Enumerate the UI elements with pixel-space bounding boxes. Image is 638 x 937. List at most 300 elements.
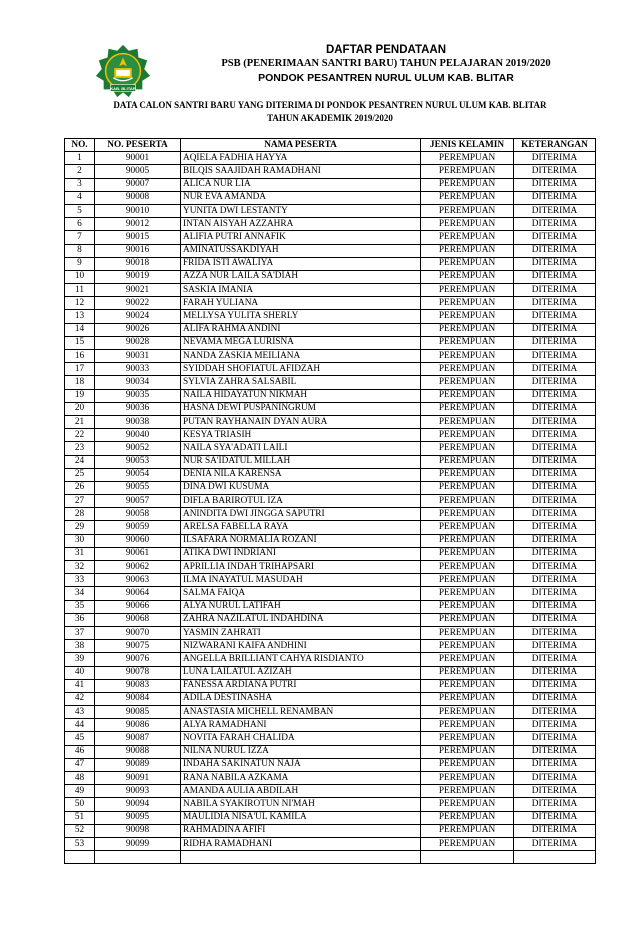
- gender-cell: PEREMPUAN: [421, 297, 514, 310]
- table-row: [65, 758, 596, 771]
- gender-cell: PEREMPUAN: [421, 468, 514, 481]
- student-table: [64, 138, 596, 864]
- status-cell: DITERIMA: [514, 350, 596, 363]
- gender-cell: PEREMPUAN: [421, 613, 514, 626]
- participant-number-cell: 90012: [95, 218, 181, 231]
- participant-name-cell: NANDA ZASKIA MEILIANA: [181, 350, 421, 363]
- participant-name-cell: SASKIA IMANIA: [181, 284, 421, 297]
- status-cell: DITERIMA: [514, 284, 596, 297]
- gender-cell: PEREMPUAN: [421, 495, 514, 508]
- status-cell: DITERIMA: [514, 613, 596, 626]
- participant-number-cell: 90087: [95, 732, 181, 745]
- participant-number-cell: 90066: [95, 600, 181, 613]
- participant-number-cell: 90055: [95, 481, 181, 494]
- participant-name-cell: NIZWARANI KAIFA ANDHINI: [181, 640, 421, 653]
- gender-cell: PEREMPUAN: [421, 204, 514, 217]
- row-number-cell: 40: [65, 666, 95, 679]
- table-row: [65, 402, 596, 415]
- gender-cell: PEREMPUAN: [421, 508, 514, 521]
- gender-cell: PEREMPUAN: [421, 679, 514, 692]
- gender-cell: PEREMPUAN: [421, 165, 514, 178]
- participant-name-cell: NILNA NURUL IZZA: [181, 745, 421, 758]
- row-number-cell: 2: [65, 165, 95, 178]
- participant-name-cell: NAILA SYA'ADATI LAILI: [181, 442, 421, 455]
- participant-number-cell: 90062: [95, 561, 181, 574]
- status-cell: DITERIMA: [514, 811, 596, 824]
- gender-cell: PEREMPUAN: [421, 429, 514, 442]
- table-row: [65, 626, 596, 639]
- participant-number-cell: 90075: [95, 640, 181, 653]
- row-number-cell: 36: [65, 613, 95, 626]
- participant-number-cell: 90099: [95, 837, 181, 850]
- row-number-cell: 29: [65, 521, 95, 534]
- participant-name-cell: KESYA TRIASIH: [181, 429, 421, 442]
- table-row: [65, 824, 596, 837]
- gender-cell: PEREMPUAN: [421, 270, 514, 283]
- table-row: [65, 389, 596, 402]
- row-number-cell: 26: [65, 481, 95, 494]
- gender-cell: PEREMPUAN: [421, 231, 514, 244]
- participant-number-cell: 90076: [95, 653, 181, 666]
- gender-cell: PEREMPUAN: [421, 653, 514, 666]
- participant-number-cell: 90034: [95, 376, 181, 389]
- header-line-psb: PSB (PENERIMAAN SANTRI BARU) TAHUN PELAJARAN 2019/2020: [221, 58, 551, 69]
- header-line-school: PONDOK PESANTREN NURUL ULUM KAB. BLITAR: [258, 72, 514, 84]
- empty-cell: [421, 851, 514, 864]
- row-number-cell: 1: [65, 152, 95, 165]
- table-row: [65, 534, 596, 547]
- participant-number-cell: 90033: [95, 363, 181, 376]
- table-row: [65, 666, 596, 679]
- participant-number-cell: 90095: [95, 811, 181, 824]
- status-cell: DITERIMA: [514, 429, 596, 442]
- gender-cell: PEREMPUAN: [421, 363, 514, 376]
- row-number-cell: 24: [65, 455, 95, 468]
- status-cell: DITERIMA: [514, 191, 596, 204]
- gender-cell: PEREMPUAN: [421, 706, 514, 719]
- participant-name-cell: SYLVIA ZAHRA SALSABIL: [181, 376, 421, 389]
- participant-number-cell: 90088: [95, 745, 181, 758]
- participant-number-cell: 90086: [95, 719, 181, 732]
- status-cell: DITERIMA: [514, 481, 596, 494]
- row-number-cell: 3: [65, 178, 95, 191]
- participant-number-cell: 90052: [95, 442, 181, 455]
- table-row: [65, 376, 596, 389]
- participant-name-cell: PUTAN RAYHANAIN DYAN AURA: [181, 415, 421, 428]
- table-row: [65, 455, 596, 468]
- status-cell: DITERIMA: [514, 442, 596, 455]
- participant-name-cell: ALIFA RAHMA ANDINI: [181, 323, 421, 336]
- gender-cell: PEREMPUAN: [421, 481, 514, 494]
- participant-name-cell: ZAHRA NAZILATUL INDAHDINA: [181, 613, 421, 626]
- participant-name-cell: ARELSA FABELLA RAYA: [181, 521, 421, 534]
- table-row: [65, 521, 596, 534]
- participant-name-cell: AMANDA AULIA ABDILAH: [181, 785, 421, 798]
- row-number-cell: 13: [65, 310, 95, 323]
- row-number-cell: 18: [65, 376, 95, 389]
- status-cell: DITERIMA: [514, 679, 596, 692]
- gender-cell: PEREMPUAN: [421, 837, 514, 850]
- row-number-cell: 23: [65, 442, 95, 455]
- status-cell: DITERIMA: [514, 257, 596, 270]
- gender-cell: PEREMPUAN: [421, 350, 514, 363]
- status-cell: DITERIMA: [514, 270, 596, 283]
- gender-cell: PEREMPUAN: [421, 178, 514, 191]
- participant-number-cell: 90035: [95, 389, 181, 402]
- table-row: [65, 587, 596, 600]
- participant-number-cell: 90091: [95, 772, 181, 785]
- gender-cell: PEREMPUAN: [421, 284, 514, 297]
- participant-name-cell: YUNITA DWI LESTANTY: [181, 204, 421, 217]
- row-number-cell: 9: [65, 257, 95, 270]
- col-header-status: KETERANGAN: [514, 139, 596, 152]
- status-cell: DITERIMA: [514, 666, 596, 679]
- status-cell: DITERIMA: [514, 574, 596, 587]
- row-number-cell: 32: [65, 561, 95, 574]
- participant-name-cell: SYIDDAH SHOFIATUL AFIDZAH: [181, 363, 421, 376]
- subtitle-line-2: TAHUN AKADEMIK 2019/2020: [267, 113, 393, 123]
- participant-name-cell: BILQIS SAAJIDAH RAMADHANI: [181, 165, 421, 178]
- participant-name-cell: NEVAMA MEGA LURISNA: [181, 336, 421, 349]
- row-number-cell: 47: [65, 758, 95, 771]
- participant-number-cell: 90093: [95, 785, 181, 798]
- participant-name-cell: ALYA RAMADHANI: [181, 719, 421, 732]
- participant-name-cell: DENIA NILA KARENSA: [181, 468, 421, 481]
- table-end-row: [65, 851, 596, 864]
- status-cell: DITERIMA: [514, 165, 596, 178]
- table-row: [65, 719, 596, 732]
- table-row: [65, 798, 596, 811]
- table-row: [65, 257, 596, 270]
- participant-name-cell: DIFLA BARIROTUL IZA: [181, 495, 421, 508]
- gender-cell: PEREMPUAN: [421, 152, 514, 165]
- row-number-cell: 46: [65, 745, 95, 758]
- row-number-cell: 35: [65, 600, 95, 613]
- participant-number-cell: 90054: [95, 468, 181, 481]
- gender-cell: PEREMPUAN: [421, 310, 514, 323]
- row-number-cell: 15: [65, 336, 95, 349]
- participant-name-cell: INTAN AISYAH AZZAHRA: [181, 218, 421, 231]
- status-cell: DITERIMA: [514, 653, 596, 666]
- row-number-cell: 42: [65, 692, 95, 705]
- table-row: [65, 152, 596, 165]
- status-cell: DITERIMA: [514, 587, 596, 600]
- table-row: [65, 574, 596, 587]
- participant-name-cell: ATIKA DWI INDRIANI: [181, 547, 421, 560]
- status-cell: DITERIMA: [514, 231, 596, 244]
- table-row: [65, 706, 596, 719]
- participant-name-cell: NABILA SYAKIROTUN NI'MAH: [181, 798, 421, 811]
- empty-cell: [181, 851, 421, 864]
- table-row: [65, 692, 596, 705]
- participant-name-cell: NUR EVA AMANDA: [181, 191, 421, 204]
- table-row: [65, 561, 596, 574]
- participant-name-cell: FARAH YULIANA: [181, 297, 421, 310]
- participant-number-cell: 90038: [95, 415, 181, 428]
- table-row: [65, 429, 596, 442]
- logo-text: KAB. BLITAR: [110, 85, 136, 91]
- participant-name-cell: APRILLIA INDAH TRIHAPSARI: [181, 561, 421, 574]
- participant-number-cell: 90031: [95, 350, 181, 363]
- participant-number-cell: 90018: [95, 257, 181, 270]
- participant-name-cell: NAILA HIDAYATUN NIKMAH: [181, 389, 421, 402]
- row-number-cell: 27: [65, 495, 95, 508]
- gender-cell: PEREMPUAN: [421, 745, 514, 758]
- row-number-cell: 7: [65, 231, 95, 244]
- table-row: [65, 165, 596, 178]
- participant-number-cell: 90059: [95, 521, 181, 534]
- status-cell: DITERIMA: [514, 376, 596, 389]
- participant-number-cell: 90010: [95, 204, 181, 217]
- row-number-cell: 41: [65, 679, 95, 692]
- col-header-gender: JENIS KELAMIN: [421, 139, 514, 152]
- table-row: [65, 442, 596, 455]
- row-number-cell: 33: [65, 574, 95, 587]
- gender-cell: PEREMPUAN: [421, 534, 514, 547]
- participant-number-cell: 90016: [95, 244, 181, 257]
- participant-number-cell: 90078: [95, 666, 181, 679]
- row-number-cell: 53: [65, 837, 95, 850]
- row-number-cell: 11: [65, 284, 95, 297]
- participant-number-cell: 90028: [95, 336, 181, 349]
- row-number-cell: 14: [65, 323, 95, 336]
- table-header-row: [65, 139, 596, 152]
- gender-cell: PEREMPUAN: [421, 244, 514, 257]
- row-number-cell: 50: [65, 798, 95, 811]
- participant-number-cell: 90083: [95, 679, 181, 692]
- row-number-cell: 37: [65, 626, 95, 639]
- participant-number-cell: 90098: [95, 824, 181, 837]
- table-row: [65, 653, 596, 666]
- gender-cell: PEREMPUAN: [421, 824, 514, 837]
- status-cell: DITERIMA: [514, 152, 596, 165]
- status-cell: DITERIMA: [514, 745, 596, 758]
- status-cell: DITERIMA: [514, 310, 596, 323]
- status-cell: DITERIMA: [514, 508, 596, 521]
- status-cell: DITERIMA: [514, 561, 596, 574]
- gender-cell: PEREMPUAN: [421, 626, 514, 639]
- participant-number-cell: 90053: [95, 455, 181, 468]
- status-cell: DITERIMA: [514, 600, 596, 613]
- table-row: [65, 837, 596, 850]
- table-row: [65, 297, 596, 310]
- participant-number-cell: 90021: [95, 284, 181, 297]
- participant-number-cell: 90019: [95, 270, 181, 283]
- participant-name-cell: AQIELA FADHIA HAYYA: [181, 152, 421, 165]
- col-header-participant-name: NAMA PESERTA: [181, 139, 421, 152]
- gender-cell: PEREMPUAN: [421, 587, 514, 600]
- participant-number-cell: 90061: [95, 547, 181, 560]
- row-number-cell: 10: [65, 270, 95, 283]
- row-number-cell: 49: [65, 785, 95, 798]
- row-number-cell: 52: [65, 824, 95, 837]
- participant-number-cell: 90084: [95, 692, 181, 705]
- empty-cell: [95, 851, 181, 864]
- status-cell: DITERIMA: [514, 178, 596, 191]
- gender-cell: PEREMPUAN: [421, 798, 514, 811]
- status-cell: DITERIMA: [514, 455, 596, 468]
- participant-number-cell: 90015: [95, 231, 181, 244]
- gender-cell: PEREMPUAN: [421, 732, 514, 745]
- participant-name-cell: MELLYSA YULITA SHERLY: [181, 310, 421, 323]
- table-row: [65, 772, 596, 785]
- participant-name-cell: MAULIDIA NISA'UL KAMILA: [181, 811, 421, 824]
- participant-name-cell: SALMA FAIQA: [181, 587, 421, 600]
- participant-number-cell: 90063: [95, 574, 181, 587]
- status-cell: DITERIMA: [514, 798, 596, 811]
- participant-number-cell: 90007: [95, 178, 181, 191]
- table-row: [65, 310, 596, 323]
- participant-name-cell: INDAHA SAKINATUN NAJA: [181, 758, 421, 771]
- row-number-cell: 34: [65, 587, 95, 600]
- document-title: DAFTAR PENDATAAN: [325, 44, 447, 56]
- row-number-cell: 48: [65, 772, 95, 785]
- gender-cell: PEREMPUAN: [421, 402, 514, 415]
- status-cell: DITERIMA: [514, 758, 596, 771]
- participant-name-cell: ANGELLA BRILLIANT CAHYA RISDIANTO: [181, 653, 421, 666]
- table-row: [65, 178, 596, 191]
- row-number-cell: 22: [65, 429, 95, 442]
- gender-cell: PEREMPUAN: [421, 257, 514, 270]
- kemenag-logo: [94, 43, 152, 101]
- gender-cell: PEREMPUAN: [421, 455, 514, 468]
- empty-cell: [514, 851, 596, 864]
- participant-number-cell: 90057: [95, 495, 181, 508]
- participant-name-cell: FRIDA ISTI AWALIYA: [181, 257, 421, 270]
- status-cell: DITERIMA: [514, 837, 596, 850]
- row-number-cell: 45: [65, 732, 95, 745]
- gender-cell: PEREMPUAN: [421, 692, 514, 705]
- status-cell: DITERIMA: [514, 640, 596, 653]
- status-cell: DITERIMA: [514, 785, 596, 798]
- participant-number-cell: 90064: [95, 587, 181, 600]
- table-row: [65, 191, 596, 204]
- gender-cell: PEREMPUAN: [421, 323, 514, 336]
- row-number-cell: 25: [65, 468, 95, 481]
- status-cell: DITERIMA: [514, 244, 596, 257]
- participant-name-cell: FANESSA ARDIANA PUTRI: [181, 679, 421, 692]
- participant-number-cell: 90070: [95, 626, 181, 639]
- participant-number-cell: 90036: [95, 402, 181, 415]
- participant-number-cell: 90089: [95, 758, 181, 771]
- participant-number-cell: 90001: [95, 152, 181, 165]
- participant-name-cell: HASNA DEWI PUSPANINGRUM: [181, 402, 421, 415]
- status-cell: DITERIMA: [514, 415, 596, 428]
- status-cell: DITERIMA: [514, 547, 596, 560]
- table-row: [65, 270, 596, 283]
- row-number-cell: 20: [65, 402, 95, 415]
- participant-name-cell: ADILA DESTINASHA: [181, 692, 421, 705]
- table-row: [65, 679, 596, 692]
- status-cell: DITERIMA: [514, 534, 596, 547]
- gender-cell: PEREMPUAN: [421, 376, 514, 389]
- table-row: [65, 508, 596, 521]
- subtitle-line-1: DATA CALON SANTRI BARU YANG DITERIMA DI PONDOK PESANTREN NURUL ULUM KAB. BLITAR: [113, 100, 547, 110]
- gender-cell: PEREMPUAN: [421, 772, 514, 785]
- status-cell: DITERIMA: [514, 719, 596, 732]
- participant-number-cell: 90008: [95, 191, 181, 204]
- participant-name-cell: LUNA LAILATUL AZIZAH: [181, 666, 421, 679]
- participant-name-cell: ALIFIA PUTRI ANNAFIK: [181, 231, 421, 244]
- gender-cell: PEREMPUAN: [421, 521, 514, 534]
- table-row: [65, 284, 596, 297]
- gender-cell: PEREMPUAN: [421, 719, 514, 732]
- status-cell: DITERIMA: [514, 402, 596, 415]
- gender-cell: PEREMPUAN: [421, 561, 514, 574]
- participant-name-cell: AZZA NUR LAILA SA'DIAH: [181, 270, 421, 283]
- empty-cell: [65, 851, 95, 864]
- row-number-cell: 19: [65, 389, 95, 402]
- status-cell: DITERIMA: [514, 468, 596, 481]
- participant-name-cell: ILSAFARA NORMALIA ROZANI: [181, 534, 421, 547]
- table-row: [65, 244, 596, 257]
- table-row: [65, 350, 596, 363]
- participant-number-cell: 90058: [95, 508, 181, 521]
- row-number-cell: 17: [65, 363, 95, 376]
- table-row: [65, 640, 596, 653]
- row-number-cell: 4: [65, 191, 95, 204]
- participant-name-cell: ANINDITA DWI JINGGA SAPUTRI: [181, 508, 421, 521]
- col-header-participant-number: NO. PESERTA: [95, 139, 181, 152]
- row-number-cell: 5: [65, 204, 95, 217]
- gender-cell: PEREMPUAN: [421, 442, 514, 455]
- row-number-cell: 39: [65, 653, 95, 666]
- gender-cell: PEREMPUAN: [421, 758, 514, 771]
- status-cell: DITERIMA: [514, 772, 596, 785]
- row-number-cell: 16: [65, 350, 95, 363]
- table-row: [65, 231, 596, 244]
- gender-cell: PEREMPUAN: [421, 785, 514, 798]
- participant-name-cell: RIDHA RAMADHANI: [181, 837, 421, 850]
- gender-cell: PEREMPUAN: [421, 600, 514, 613]
- gender-cell: PEREMPUAN: [421, 666, 514, 679]
- row-number-cell: 44: [65, 719, 95, 732]
- status-cell: DITERIMA: [514, 732, 596, 745]
- table-row: [65, 468, 596, 481]
- participant-name-cell: YASMIN ZAHRATI: [181, 626, 421, 639]
- table-row: [65, 363, 596, 376]
- row-number-cell: 51: [65, 811, 95, 824]
- table-row: [65, 323, 596, 336]
- gender-cell: PEREMPUAN: [421, 811, 514, 824]
- participant-number-cell: 90040: [95, 429, 181, 442]
- participant-number-cell: 90005: [95, 165, 181, 178]
- table-row: [65, 547, 596, 560]
- participant-number-cell: 90068: [95, 613, 181, 626]
- participant-number-cell: 90024: [95, 310, 181, 323]
- gender-cell: PEREMPUAN: [421, 389, 514, 402]
- status-cell: DITERIMA: [514, 824, 596, 837]
- participant-name-cell: DINA DWI KUSUMA: [181, 481, 421, 494]
- status-cell: DITERIMA: [514, 323, 596, 336]
- gender-cell: PEREMPUAN: [421, 640, 514, 653]
- gender-cell: PEREMPUAN: [421, 218, 514, 231]
- participant-name-cell: RAHMADINA AFIFI: [181, 824, 421, 837]
- table-row: [65, 415, 596, 428]
- col-header-no: NO.: [65, 139, 95, 152]
- gender-cell: PEREMPUAN: [421, 415, 514, 428]
- row-number-cell: 12: [65, 297, 95, 310]
- participant-name-cell: NOVITA FARAH CHALIDA: [181, 732, 421, 745]
- table-row: [65, 218, 596, 231]
- gender-cell: PEREMPUAN: [421, 574, 514, 587]
- row-number-cell: 28: [65, 508, 95, 521]
- gender-cell: PEREMPUAN: [421, 547, 514, 560]
- participant-name-cell: NUR SA'IDATUL MILLAH: [181, 455, 421, 468]
- status-cell: DITERIMA: [514, 218, 596, 231]
- gender-cell: PEREMPUAN: [421, 191, 514, 204]
- row-number-cell: 8: [65, 244, 95, 257]
